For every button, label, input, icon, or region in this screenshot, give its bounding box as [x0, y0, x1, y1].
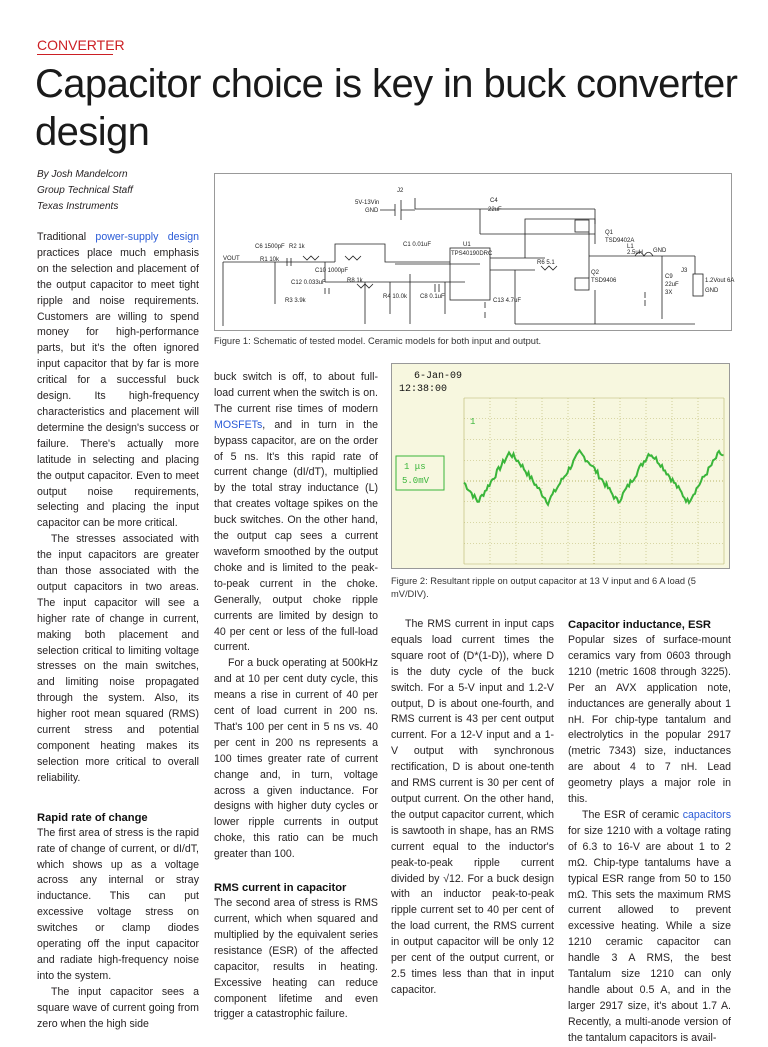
label-c1: C1 0.01uF [403, 242, 432, 248]
label-r8: R8 1k [347, 278, 363, 284]
label-l1-value: 2.5uH [627, 250, 644, 256]
capacitors-link[interactable]: capacitors [682, 808, 731, 821]
label-u1: U1 [463, 242, 471, 248]
label-c12: C12 0.033uF [291, 280, 326, 286]
paragraph: The second area of stress is RMS current, which when squared and multiplied by the equivalent series resistance (ESR) of the affected capacitor, results in heating. Excessive heating can reduce component lifetime and even trigger a catastrophic failure. [214, 897, 378, 1021]
paragraph: Popular sizes of surface-mount ceramics vary from 0603 through 1210 (metric 1608 through 3225). Per an AVX application note, inductances are generally about 1 nH. For chip-type tantalum and electrolytics in the popular 2917 (metric 7343) size, inductances are about 4 to 7 nH. Lead geometry plays a major role in this. [568, 634, 731, 806]
label-c4-value: 22uF [488, 207, 502, 213]
label-r4: R4 10.0k [383, 294, 408, 300]
label-gnd: GND [365, 208, 379, 214]
label-j3-gnd: GND [705, 288, 719, 294]
scope-timebase: 1 μs [404, 462, 426, 472]
label-j3-value: 1.2Vout 6A [705, 278, 735, 284]
label-q1-part: TSD9402A [605, 238, 635, 244]
label-vin: 5V-13Vin [355, 200, 380, 206]
label-c9-qty: 3X [665, 290, 673, 296]
column-2 [214, 370, 378, 1023]
paragraph: Traditional power-supply design practices place much emphasis on the selection and placement of the output capacitor to meet tight ripple and noise requirements. Customers are willing to spend money for high-performance parts, but it's the often ignored input capacitor that by far is more critical for a successful buck design. Its high-frequency characteristics and placement will determine the design's success or failure. There's actually more latitude in selecting and placing the output capacitor. Even to meet output noise requirements, selecting and placing the input capacitor can be more critical. [37, 231, 199, 530]
paragraph: buck switch is off, to about full-load current when the switch is on. The current rise times of modern MOSFETs, and in turn in the bypass capacitor, are on the order of 5 ns. It's this rapid rate of current change (dI/dT), multiplied by the total stray inductance (L) that creates voltage spikes on the buck switches. On the other hand, the output cap sees a current waveform smoothed by the output choke and is limited to the peak-to-peak current in the choke. Generally, output choke ripple currents are limited by design to 40 per cent or less of the full-load current. [214, 371, 378, 654]
label-r6: R6 5.1 [537, 260, 555, 266]
label-c10: C10 1000pF [315, 268, 349, 274]
label-q2-part: TSD9406 [591, 278, 617, 284]
byline-author: By Josh Mandelcorn [37, 169, 128, 180]
label-j3: J3 [681, 268, 688, 274]
scope-time: 12:38:00 [399, 384, 448, 395]
figure-1-caption: Figure 1: Schematic of tested model. Ceramic models for both input and output. [214, 336, 542, 346]
subhead-rapid-rate: Rapid rate of change [37, 811, 148, 824]
paragraph: The stresses associated with the input capacitors are greater than those associated with the output capacitors in two areas. The input capacitor will see a higher rate of change in current, making both placement and selection critical to limiting voltage stresses on the main switches, and limiting noise propagated through the system. Also, its higher root mean squared (RMS) current stress and potential component heating makes its selection more critical to overall reliability. [37, 533, 199, 784]
label-c4: C4 [490, 198, 498, 204]
section-tag: CONVERTER [37, 37, 125, 53]
scope-marker: 1 [470, 417, 476, 427]
label-r2: R2 1k [289, 244, 305, 250]
label-q2: Q2 [591, 270, 600, 276]
label-q1: Q1 [605, 230, 614, 236]
subhead-rms-current: RMS current in capacitor [214, 882, 347, 895]
scope-voltage-scale: 5.0mV [402, 476, 430, 486]
paragraph: For a buck operating at 500kHz and at 10 per cent duty cycle, this means a rise in current of 40 per cent of load current in 200 ns. That's 100 per cent in 5 ns vs. 40 per cent in 200 ns represents a 100 times greater rate of current change and, in turn, voltage across a given inductance. For designs with higher duty cycles or lower ripple currents in output choke, this ratio can be much greater than 100. [214, 657, 378, 861]
column-4 [568, 617, 731, 1047]
figure-2-caption: Figure 2: Resultant ripple on output capacitor at 13 V input and 6 A load (5 mV/DIV). [391, 576, 696, 599]
column-1 [37, 230, 199, 1033]
label-vout: VOUT [223, 256, 240, 262]
figure-2-oscilloscope [391, 363, 730, 569]
label-c6: C6 1500pF [255, 244, 285, 250]
paragraph: The ESR of ceramic capacitors for size 1210 with a voltage rating of 6.3 to 16-V are about 1 to 2 mΩ. Chip-type tantalums have a typical ESR range from 50 to 150 mΩ. This sets the maximum RMS current allowed to prevent excessive heating. While a size 1210 ceramic capacitor can handle 3 A RMS, the best Tantalum size 1210 can only handle about 0.5 A, and in the larger 2917 size, it's about 1.7 A. Recently, a multi-anode version of the tantalum capacitors is avail- [568, 808, 731, 1044]
column-3 [391, 617, 554, 999]
label-c13: C13 4.7uF [493, 298, 522, 304]
byline-company: Texas Instruments [37, 201, 119, 212]
paragraph: The RMS current in input caps equals load current times the square root of (D*(1-D)), where D is the duty cycle of the buck switch. For a 5-V input and 1.2-V output, D is about one-fourth, and RMS current is 43 per cent output current. For a 12-V input and a 1-V output with synchronous rectification, D is about one-tenth and RMS current is 30 per cent of output current. On the other hand, the output capacitor current, which is sawtooth in shape, has an RMS current equal to the inductor's peak-to-peak ripple current divided by √12. For a buck design with an inductor peak-to-peak ripple current set to 40 per cent of the load current, the RMS current in output capacitor will be only 12 per cent of the output current, or 2.5 times less than that in input capacitor. [391, 618, 554, 996]
label-l1: L1 [627, 244, 634, 250]
label-r3: R3 3.9k [285, 298, 306, 304]
section-divider [37, 54, 113, 55]
byline-title: Group Technical Staff [37, 185, 133, 196]
mosfets-link[interactable]: MOSFETs [214, 418, 263, 431]
label-gnd-2: GND [653, 248, 667, 254]
label-u1-part: TPS40190DRC [451, 251, 493, 257]
figure-1-schematic [214, 173, 735, 331]
label-j2: J2 [397, 188, 404, 194]
article-headline: Capacitor choice is key in buck converter design [35, 62, 738, 154]
paragraph: The first area of stress is the rapid rate of change of current, or dI/dT, which shows up as a voltage across any internal or stray inductance. This can put excessive voltage stress on switches or clamp diodes operating off the input capacitor and radiate high-frequency noise into the system. [37, 826, 199, 982]
paragraph: The input capacitor sees a square wave of current going from zero when the high side [37, 985, 199, 1030]
label-c8: C8 0.1uF [420, 294, 445, 300]
label-c9: C9 [665, 274, 673, 280]
power-supply-design-link[interactable]: power-supply design [95, 231, 199, 243]
scope-date: 6-Jan-09 [414, 371, 463, 382]
byline [37, 167, 207, 215]
subhead-capacitor-inductance: Capacitor inductance, ESR [568, 619, 711, 631]
label-c9-value: 22uF [665, 282, 679, 288]
label-r1: R1 10k [260, 257, 280, 263]
